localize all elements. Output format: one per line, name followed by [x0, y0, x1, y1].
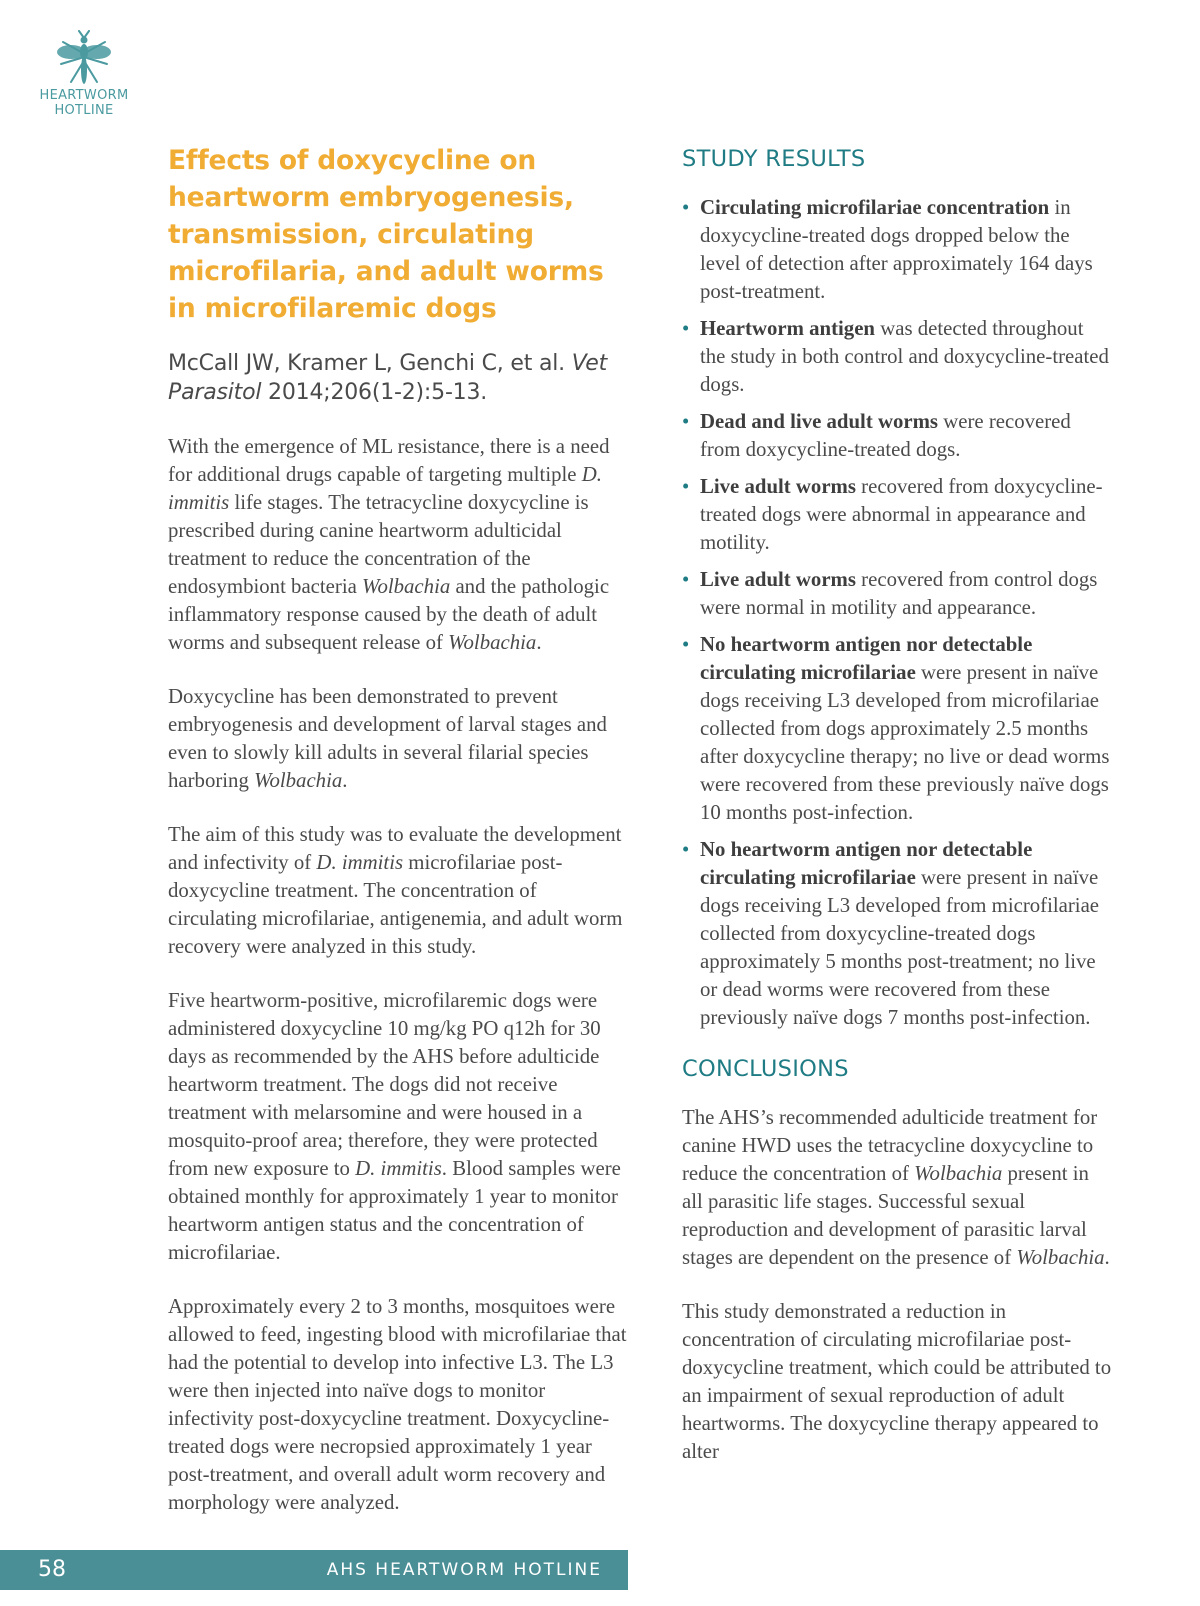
bullet-icon: • [682, 410, 690, 433]
conclusions-heading: CONCLUSIONS [682, 1056, 849, 1082]
study-results-list [682, 194, 1112, 1032]
right-column [682, 142, 1112, 1492]
bullet-icon: • [682, 196, 690, 219]
footer-bar [0, 1550, 628, 1590]
result-item [682, 194, 1112, 306]
citation-journal: Vet Parasitol [168, 351, 608, 405]
result-item [682, 473, 1112, 557]
body-paragraph: With the emergence of ML resistance, there is a need for additional drugs capable of targeting multiple D. immitis life stages. The tetracycline doxycycline is prescribed during canine heartworm adulticidal treatment to reduce the concentration of the endosymbiont bacteria Wolbachia and the pathologic inflammatory response caused by the death of adult worms and subsequent release of Wolbachia. [168, 435, 610, 654]
result-item [682, 408, 1112, 464]
article-citation [168, 349, 630, 407]
heartworm-hotline-logo [26, 30, 142, 118]
result-item [682, 315, 1112, 399]
page-number: 58 [38, 1557, 66, 1582]
result-text: No heartworm antigen nor detectable circulating microfilariae were present in naïve dogs receiving L3 developed from microfilariae collected from dogs approximately 2.5 months after doxycycline therapy; no live or dead worms were recovered from these previously naïve dogs 10 months post-infection. [700, 633, 1110, 824]
bullet-icon: • [682, 633, 690, 656]
conclusion-paragraph: This study demonstrated a reduction in concentration of circulating microfilariae post-doxycycline treatment, which could be attributed to an impairment of sexual reproduction of adult heartworms. The doxycycline therapy appeared to alter [682, 1300, 1112, 1463]
result-text: Live adult worms recovered from doxycycline-treated dogs were abnormal in appearance and motility. [700, 475, 1103, 554]
bullet-icon: • [682, 838, 690, 861]
body-paragraph: Approximately every 2 to 3 months, mosquitoes were allowed to feed, ingesting blood with microfilariae that had the potential to develop into infective L3. The L3 were then injected into naïve dogs to monitor infectivity post-doxycycline treatment. Doxycycline-treated dogs were necropsied approximately 1 year post-treatment, and overall adult worm recovery and morphology were analyzed. [168, 1295, 627, 1514]
conclusions-body [682, 1104, 1112, 1466]
body-paragraph: Five heartworm-positive, microfilaremic dogs were administered doxycycline 10 mg/kg PO q12h for 30 days as recommended by the AHS before adulticide heartworm treatment. The dogs did not receive treatment with melarsomine and were housed in a mosquito-proof area; therefore, they were protected from new exposure to D. immitis. Blood samples were obtained monthly for approximately 1 year to monitor heartworm antigen status and the concentration of microfilariae. [168, 989, 621, 1264]
article-body [168, 433, 630, 1517]
bullet-icon: • [682, 317, 690, 340]
body-paragraph: The aim of this study was to evaluate the development and infectivity of D. immitis microfilariae post-doxycycline treatment. The concentration of circulating microfilariae, antigenemia, and adult worm recovery were analyzed in this study. [168, 823, 623, 958]
result-item [682, 836, 1112, 1032]
citation-authors: McCall JW, Kramer L, Genchi C, et al. [168, 351, 565, 376]
publication-name: AHS HEARTWORM HOTLINE [326, 1560, 602, 1580]
left-column [168, 142, 630, 1543]
mosquito-icon [49, 30, 119, 88]
result-text: Circulating microfilariae concentration in doxycycline-treated dogs dropped below the level of detection after approximately 164 days post-treatment. [700, 196, 1093, 303]
article-title: Effects of doxycycline on heartworm embryogenesis, transmission, circulating microfilaria, and adult worms in microfilaremic dogs [168, 145, 604, 324]
bullet-icon: • [682, 475, 690, 498]
citation-reference: 2014;206(1-2):5-13. [268, 380, 488, 405]
body-paragraph: Doxycycline has been demonstrated to prevent embryogenesis and development of larval stages and even to slowly kill adults in several filarial species harboring Wolbachia. [168, 685, 607, 792]
result-text: No heartworm antigen nor detectable circulating microfilariae were present in naïve dogs receiving L3 developed from microfilariae collected from doxycycline-treated dogs approximately 5 months post-treatment; no live or dead worms were recovered from these previously naïve dogs 7 months post-infection. [700, 838, 1100, 1029]
result-text: Heartworm antigen was detected throughout the study in both control and doxycycline-treated dogs. [700, 317, 1109, 396]
result-text: Dead and live adult worms were recovered from doxycycline-treated dogs. [700, 410, 1071, 461]
result-item [682, 566, 1112, 622]
study-results-heading: STUDY RESULTS [682, 146, 866, 172]
logo-line-1: HEARTWORM [39, 88, 129, 103]
result-text: Live adult worms recovered from control dogs were normal in motility and appearance. [700, 568, 1098, 619]
conclusion-paragraph: The AHS’s recommended adulticide treatment for canine HWD uses the tetracycline doxycycline to reduce the concentration of Wolbachia present in all parasitic life stages. Successful sexual reproduction and development of parasitic larval stages are dependent on the presence of Wolbachia. [682, 1106, 1110, 1269]
logo-line-2: HOTLINE [54, 103, 114, 118]
bullet-icon: • [682, 568, 690, 591]
result-item [682, 631, 1112, 827]
